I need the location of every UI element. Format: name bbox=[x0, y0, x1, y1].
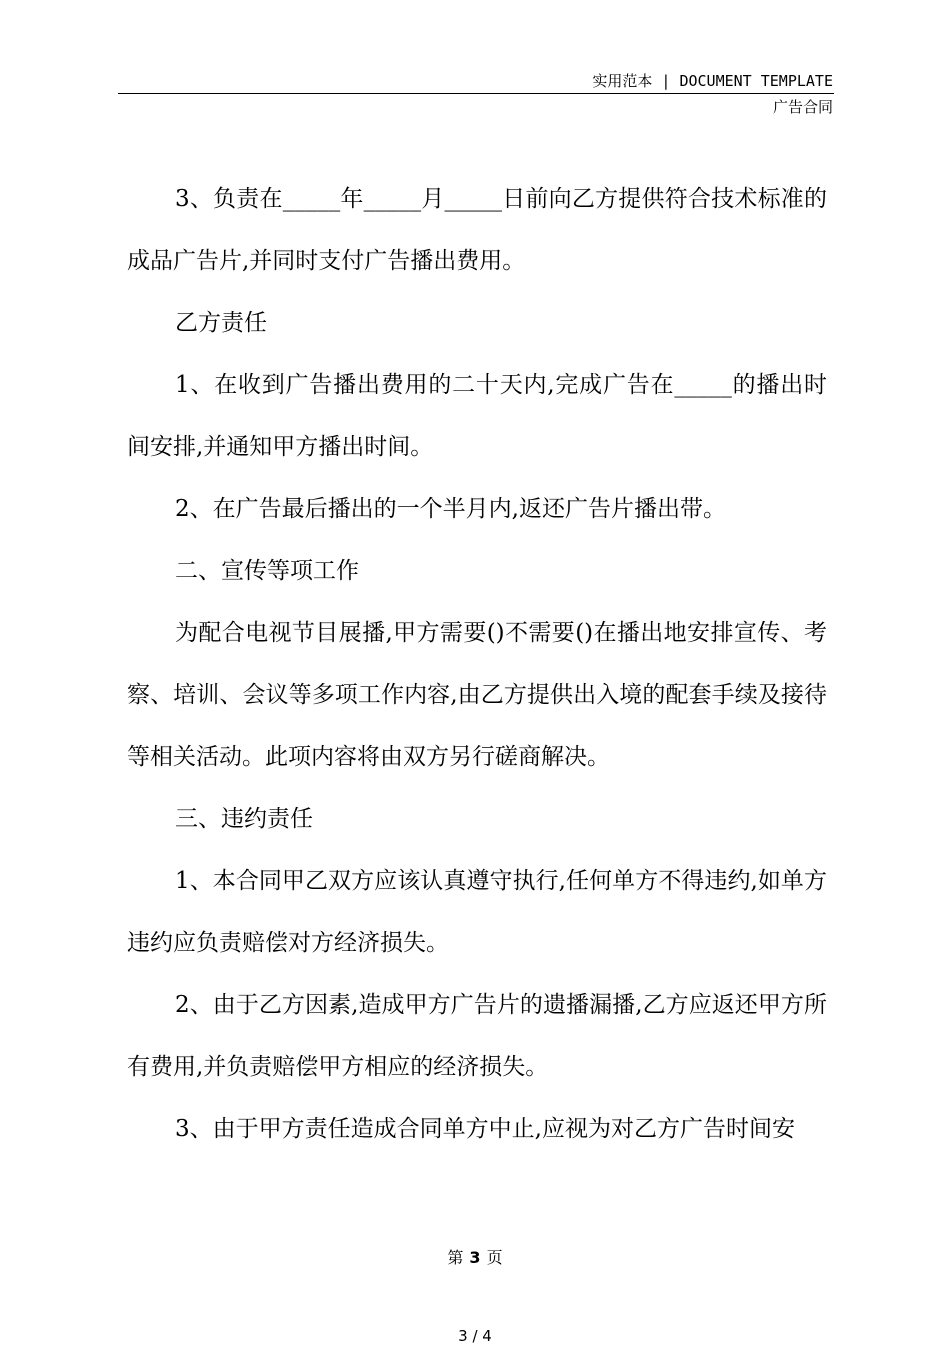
paragraph: 为配合电视节目展播,甲方需要()不需要()在播出地安排宣传、考察、培训、会议等多项工作内容,由乙方提供出入境的配套手续及接待等相关活动。此项内容将由双方另行磋商解决。 bbox=[127, 620, 827, 770]
paragraph: 1、在收到广告播出费用的二十天内,完成广告在_____的播出时间安排,并通知甲方播出时间。 bbox=[127, 372, 827, 460]
header-divider bbox=[118, 93, 834, 94]
section-heading: 三、违约责任 bbox=[175, 806, 313, 832]
header-doc-title: 广告合同 bbox=[772, 98, 833, 116]
paragraph: 3、由于甲方责任造成合同单方中止,应视为对乙方广告时间安 bbox=[175, 1116, 795, 1142]
paragraph: 2、由于乙方因素,造成甲方广告片的遗播漏播,乙方应返还甲方所有费用,并负责赔偿甲方相应的经济损失。 bbox=[127, 992, 827, 1080]
section-heading: 乙方责任 bbox=[175, 310, 267, 336]
paragraph: 3、负责在_____年_____月_____日前向乙方提供符合技术标准的成品广告片,并同时支付广告播出费用。 bbox=[127, 186, 827, 274]
paragraph: 2、在广告最后播出的一个半月内,返还广告片播出带。 bbox=[175, 496, 726, 522]
document-body bbox=[127, 168, 827, 1160]
header-brand: 实用范本 | DOCUMENT TEMPLATE bbox=[592, 72, 833, 90]
page-number-value: 3 bbox=[469, 1248, 481, 1267]
page-counter: 3 / 4 bbox=[458, 1327, 492, 1345]
paragraph: 1、本合同甲乙双方应该认真遵守执行,任何单方不得违约,如单方违约应负责赔偿对方经济损失。 bbox=[127, 868, 827, 956]
page-number bbox=[0, 1245, 950, 1268]
section-heading: 二、宣传等项工作 bbox=[175, 558, 359, 584]
page-prefix: 第 bbox=[447, 1248, 464, 1267]
page-suffix: 页 bbox=[486, 1248, 503, 1267]
